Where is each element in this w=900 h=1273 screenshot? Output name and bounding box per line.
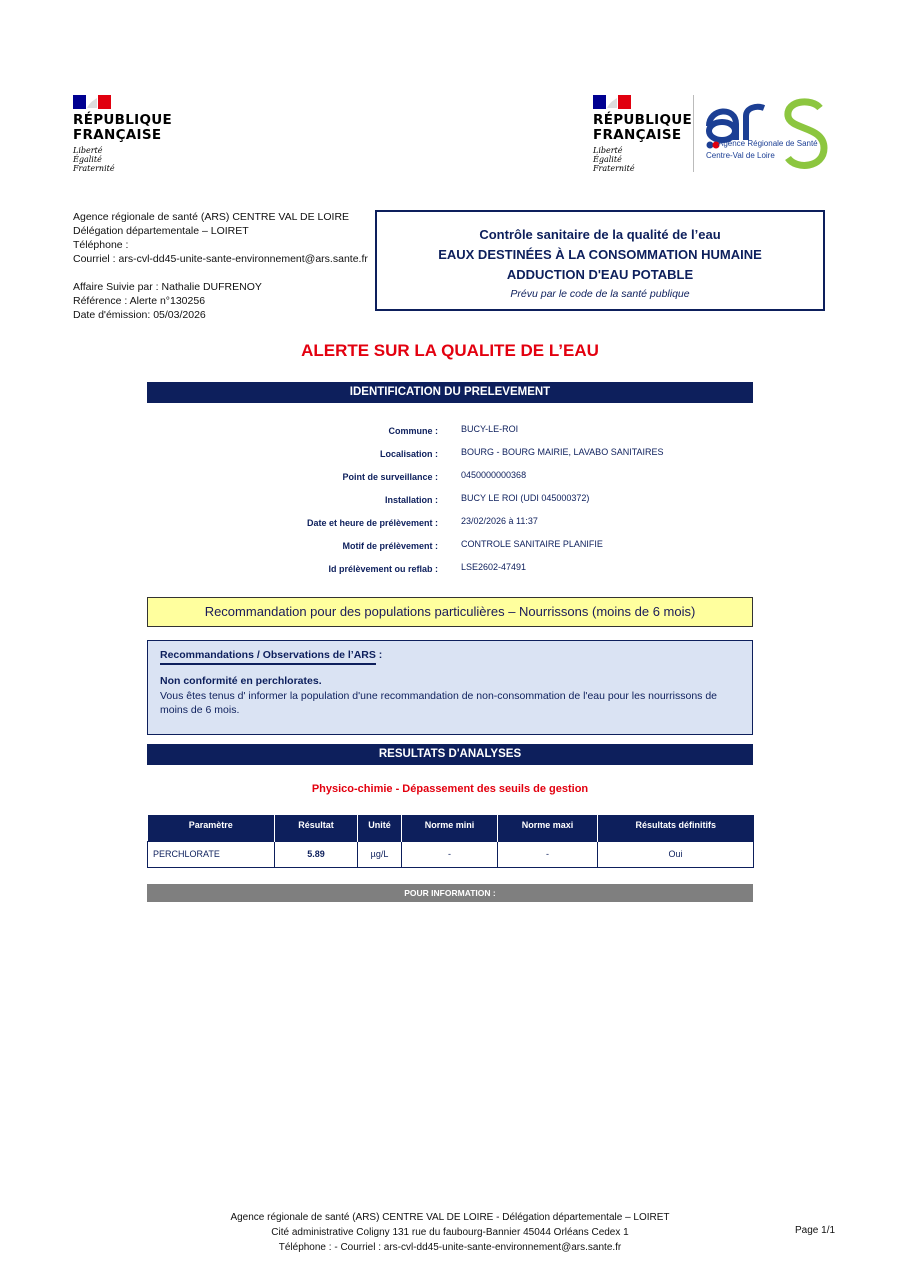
- observations-heading: Recommandations / Observations de l’ARS :: [160, 649, 383, 661]
- table-row: [148, 841, 754, 867]
- ars-logo-icon: [704, 96, 829, 172]
- results-table: [147, 815, 754, 868]
- results-header-row: [148, 815, 754, 841]
- footer-line3: Téléphone : - Courriel : ars-cvl-dd45-unite-sante-environnement@ars.sante.fr: [278, 1242, 622, 1253]
- ars-logo: [704, 96, 829, 172]
- control-line1: Contrôle sanitaire de la qualité de l’eau: [479, 227, 721, 242]
- id-value: CONTROLE SANITAIRE PLANIFIE: [461, 539, 603, 549]
- results-heading: RESULTATS D'ANALYSES: [147, 744, 753, 765]
- alert-title: ALERTE SUR LA QUALITE DE L’EAU: [301, 341, 599, 360]
- id-label: Point de surveillance :: [342, 472, 438, 482]
- id-label: Localisation :: [379, 449, 438, 459]
- page-number: Page 1/1: [795, 1225, 836, 1236]
- observations-underline: [160, 663, 376, 665]
- id-row-point-surveillance: [147, 472, 753, 488]
- col-norme-maxi: Norme maxi: [498, 815, 598, 841]
- footer-line1: Agence régionale de santé (ARS) CENTRE VAL DE LOIRE - Délégation départementale – LOIRET: [230, 1212, 670, 1223]
- sender-date-emission: Date d'émission: 05/03/2026: [73, 309, 206, 321]
- republique-francaise-logo-left: [73, 95, 173, 175]
- id-row-reflab: [147, 564, 753, 580]
- cell-norme-mini: -: [402, 841, 498, 867]
- cell-definitifs: Oui: [598, 841, 754, 867]
- id-label: Commune :: [388, 426, 438, 436]
- ars-region: Centre-Val de Loire: [706, 151, 775, 160]
- rf-line2: FRANÇAISE: [593, 127, 682, 143]
- marianne-flag-icon: [73, 95, 111, 109]
- id-row-date-prelevement: [147, 518, 753, 534]
- sender-email: Courriel : ars-cvl-dd45-unite-sante-environnement@ars.sante.fr: [73, 253, 368, 265]
- id-row-localisation: [147, 449, 753, 465]
- id-row-installation: [147, 495, 753, 511]
- rf-motto-liberte: Liberté: [73, 146, 103, 155]
- observations-text: Vous êtes tenus d' informer la population d'une recommandation de non-consommation de l'eau pour les nourrissons de moins de 6 mois.: [160, 690, 718, 716]
- marianne-flag-icon: [593, 95, 631, 109]
- col-resultat: Résultat: [275, 815, 358, 841]
- observations-box: [147, 640, 753, 735]
- observations-nonconformity: Non conformité en perchlorates.: [160, 675, 322, 687]
- identification-heading: IDENTIFICATION DU PRELEVEMENT: [147, 382, 753, 403]
- id-row-motif: [147, 541, 753, 557]
- id-value: BUCY-LE-ROI: [461, 424, 519, 434]
- id-value: BUCY LE ROI (UDI 045000372): [461, 493, 590, 503]
- sender-block: [73, 210, 368, 322]
- control-line2: EAUX DESTINÉES À LA CONSOMMATION HUMAINE: [438, 247, 762, 262]
- id-value: LSE2602-47491: [461, 562, 527, 572]
- rf-motto-egalite: Égalité: [73, 155, 102, 164]
- rf-motto-fraternite: Fraternité: [73, 164, 115, 173]
- rf-motto-fraternite: Fraternité: [593, 164, 635, 173]
- id-value: 0450000000368: [461, 470, 527, 480]
- cell-resultat: 5.89: [275, 841, 358, 867]
- id-value: 23/02/2026 à 11:37: [461, 516, 538, 526]
- id-label: Motif de prélèvement :: [342, 541, 438, 551]
- col-parametre: Paramètre: [148, 815, 275, 841]
- cell-parametre: PERCHLORATE: [148, 841, 275, 867]
- rf-motto-egalite: Égalité: [593, 155, 622, 164]
- id-row-commune: [147, 426, 753, 442]
- sender-delegation: Délégation départementale – LOIRET: [73, 225, 249, 237]
- sender-reference: Référence : Alerte n°130256: [73, 295, 206, 307]
- cell-norme-maxi: -: [498, 841, 598, 867]
- control-box: [375, 210, 825, 311]
- results-subtitle: Physico-chimie - Dépassement des seuils de gestion: [311, 783, 589, 795]
- control-line3: ADDUCTION D'EAU POTABLE: [506, 267, 694, 282]
- sender-phone: Téléphone :: [73, 239, 129, 251]
- col-resultats-definitifs: Résultats définitifs: [598, 815, 754, 841]
- footer-line2: Cité administrative Coligny 131 rue du faubourg-Bannier 45044 Orléans Cedex 1: [271, 1227, 629, 1238]
- id-label: Date et heure de prélèvement :: [306, 518, 438, 528]
- logo-divider: [693, 95, 694, 172]
- id-label: Installation :: [384, 495, 438, 505]
- rf-line2: FRANÇAISE: [73, 127, 162, 143]
- cell-unite: µg/L: [358, 841, 402, 867]
- sender-agency: Agence régionale de santé (ARS) CENTRE VAL DE LOIRE: [73, 211, 350, 223]
- id-value: BOURG - BOURG MAIRIE, LAVABO SANITAIRES: [461, 447, 664, 457]
- info-bar: POUR INFORMATION :: [147, 884, 753, 902]
- control-line4: Prévu par le code de la santé publique: [510, 288, 690, 300]
- id-label: Id prélèvement ou reflab :: [328, 564, 438, 574]
- rf-line1: RÉPUBLIQUE: [593, 112, 693, 128]
- republique-francaise-logo-right: [593, 95, 693, 175]
- footer: [0, 1210, 900, 1255]
- rf-motto-liberte: Liberté: [593, 146, 623, 155]
- col-norme-mini: Norme mini: [402, 815, 498, 841]
- ars-subtitle: Agence Régionale de Santé: [718, 139, 818, 148]
- col-unite: Unité: [358, 815, 402, 841]
- rf-line1: RÉPUBLIQUE: [73, 112, 173, 128]
- sender-followed-by: Affaire Suivie par : Nathalie DUFRENOY: [73, 281, 262, 293]
- recommendation-banner: Recommandation pour des populations particulières – Nourrissons (moins de 6 mois): [147, 597, 753, 627]
